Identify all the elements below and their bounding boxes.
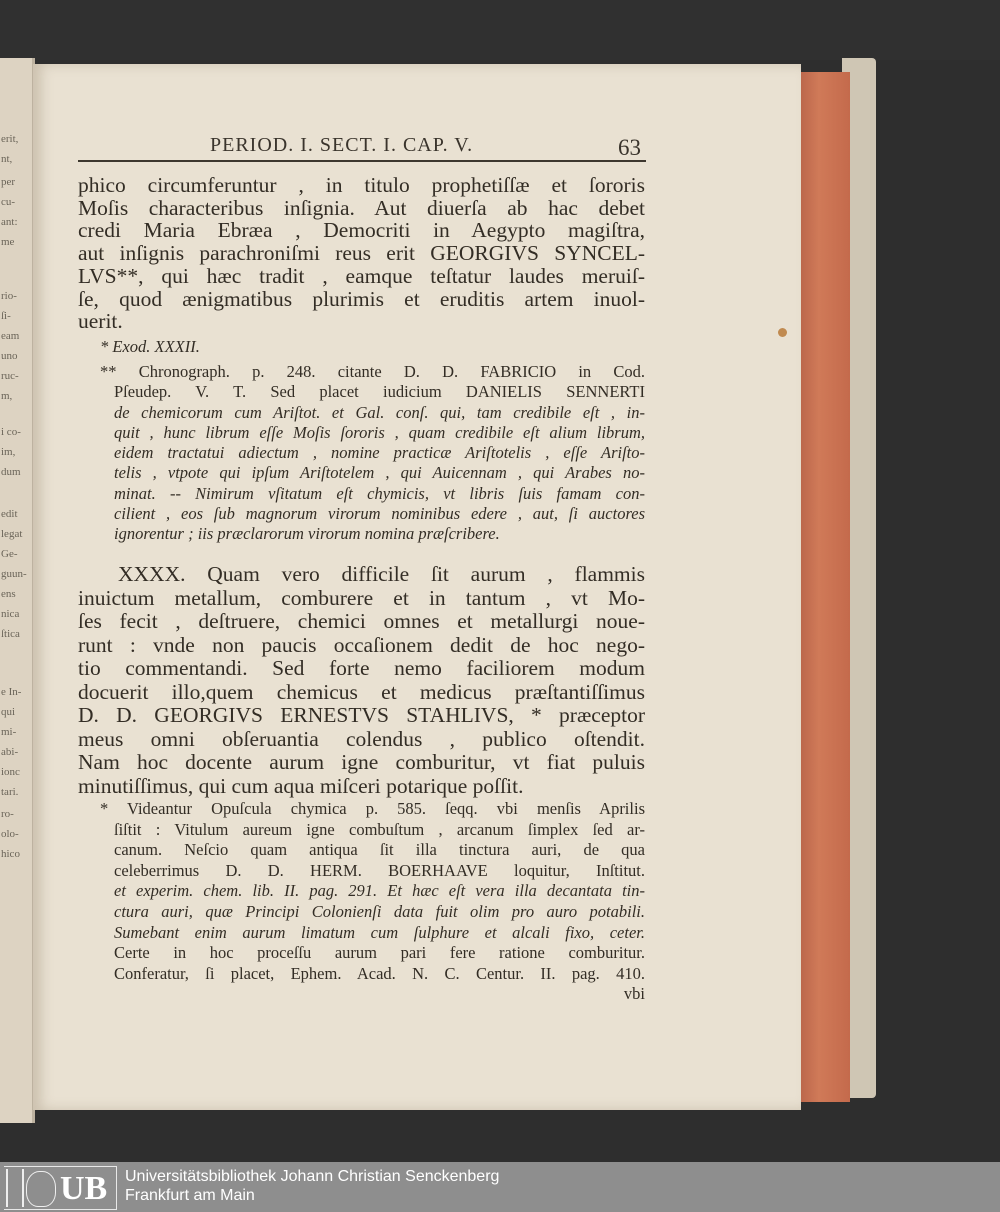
text-line: meus omni obſeruantia colendus , publico oſtendit. <box>78 726 645 751</box>
text-line: inuictum metallum, comburere et in tantum , vt Mo- <box>78 585 645 610</box>
footnote-line: celeberrimus D. D. HERM. BOERHAAVE loquitur, Inſtitut. <box>114 860 645 880</box>
facing-page-text-fragment: ruc- <box>1 370 19 382</box>
text-line: D. D. GEORGIVS ERNESTVS STAHLIVS, * præceptor <box>78 703 645 727</box>
text-line: credi Maria Ebræa , Democriti in Aegypto magiſtra, <box>78 218 645 243</box>
text-line: runt : vnde non paucis occaſionem dedit de hoc nego- <box>78 632 645 657</box>
text-line: phico circumferuntur , in titulo prophetiſſæ et ſororis <box>78 173 645 197</box>
red-page-edges <box>798 72 850 1102</box>
footnote-line: Sumebant enim aurum limatum cum ſulphure et alcali fixo, ceter. <box>114 922 645 942</box>
footnote-line: de chemicorum cum Ariſtot. et Gal. conſ. qui, tam credibile eſt , in- <box>114 402 645 422</box>
facing-page-text-fragment: rio- <box>1 290 17 302</box>
facing-page-text-fragment: ant: <box>1 216 18 228</box>
text-line: uerit. <box>78 309 123 334</box>
footnote-line: Conferatur, ſi placet, Ephem. Acad. N. C. Centur. II. pag. 410. <box>114 963 645 983</box>
facing-page-text-fragment: cu- <box>1 196 16 208</box>
footnote-line: * Videantur Opuſcula chymica p. 585. ſeqq. vbi menſis Aprilis <box>100 799 645 818</box>
text-line: minutiſſimus, qui cum aqua miſceri potarique poſſit. <box>78 773 524 798</box>
facing-page-text-fragment: uno <box>1 350 18 362</box>
facing-page-text-fragment: nt, <box>1 153 13 165</box>
text-line: docuerit illo,quem chemicus et medicus præſtantiſſimus <box>78 679 645 704</box>
facing-page-text-fragment: ſtica <box>1 628 20 640</box>
facing-page-text-fragment: per <box>1 176 16 188</box>
text-line: tio commentandi. Sed forte nemo faciliorem modum <box>78 656 645 680</box>
facing-page-text-fragment: mi- <box>1 726 17 738</box>
facing-page-text-fragment: qui <box>1 706 16 718</box>
facing-page-text-fragment: nica <box>1 608 20 620</box>
logo-text: UB <box>60 1170 108 1207</box>
text-line: Moſis characteribus inſignia. Aut diuerſa ab hac debet <box>78 195 645 220</box>
facing-page-text-fragment: guun- <box>1 568 27 580</box>
facing-page-text-fragment: olo- <box>1 828 19 840</box>
text-line: LVS**, qui hæc tradit , eamque teſtatur laudes meruiſ- <box>78 263 645 288</box>
body-paragraph-1 <box>78 174 645 333</box>
library-footer-bar <box>0 1162 1000 1212</box>
footnote-line: minat. -- Nimirum vſitatum eſt chymicis, vt libris ſuis famam con- <box>114 483 645 503</box>
footnote-line: ** Chronograph. p. 248. citante D. D. FABRICIO in Cod. <box>100 362 645 381</box>
facing-page-text-fragment: ens <box>1 588 16 600</box>
footnote-line: canum. Neſcio quam antiqua ſit illa tinctura auri, de qua <box>114 840 645 860</box>
body-paragraph-xxxx <box>78 563 645 798</box>
facing-page-text-fragment: m, <box>1 390 13 402</box>
footnote-1 <box>78 337 645 357</box>
footnote-line: telis , vtpote qui ipſum Ariſtotelem , qui Auicennam , qui Arabes no- <box>114 463 645 483</box>
text-line: aut inſignis parachroniſmi reus erit GEORGIVS SYNCEL- <box>78 241 645 266</box>
facing-page-text-fragment: me <box>1 236 15 248</box>
facing-page-text-fragment: tari. <box>1 786 19 798</box>
paper-stain <box>778 328 787 337</box>
footnote-line: Certe in hoc proceſſu aurum pari fere ratione comburitur. <box>114 943 645 963</box>
footnote-line: cilient , eos ſub magnorum virorum nominibus edere , aut, ſi auctores <box>114 504 645 524</box>
footnote-line: quit , hunc librum eſſe Moſis ſororis , quam credibile eſt alium librum, <box>114 422 645 442</box>
facing-page-text-fragment: ro- <box>1 808 14 820</box>
facing-page-text-fragment: erit, <box>1 133 19 145</box>
facing-page-text-fragment: edit <box>1 508 18 520</box>
ub-logo <box>4 1166 117 1210</box>
footnote-line: eidem tractatui adiectum , nomine practicæ Ariſtotelis , eſſe Ariſto- <box>114 443 645 463</box>
text-line: ſe, quod ænigmatibus plurimis et eruditis artem inuol- <box>78 286 645 311</box>
facing-page-text-fragment: abi- <box>1 746 19 758</box>
background <box>0 0 1000 60</box>
facing-page-text-fragment: i co- <box>1 426 21 438</box>
library-city: Frankfurt am Main <box>125 1187 255 1204</box>
footnote-line: ſiſtit : Vitulum aureum igne combuſtum , arcanum ſimplex ſed ar- <box>114 819 645 839</box>
facing-page-text-fragment: legat <box>1 528 23 540</box>
logo-portrait-icon <box>26 1171 56 1207</box>
footnote-2 <box>78 362 645 545</box>
facing-page-text-fragment: eam <box>1 330 20 342</box>
library-name: Universitätsbibliothek Johann Christian Senckenberg <box>125 1168 500 1185</box>
text-line: ſes fecit , deſtruere, chemici omnes et metallurgi noue- <box>78 609 645 633</box>
facing-page-text-fragment: Ge- <box>1 548 18 560</box>
facing-page-text-fragment: hico <box>1 848 20 860</box>
text-line: XXXX. Quam vero difficile ſit aurum , flammis <box>118 562 645 586</box>
footnote-3 <box>78 799 645 1005</box>
facing-page-text-fragment: im, <box>1 446 16 458</box>
text-line: Nam hoc docente aurum igne comburitur, vt fiat puluis <box>78 750 645 774</box>
running-head: PERIOD. I. SECT. I. CAP. V. <box>210 134 474 156</box>
footnote-line: ctura auri, quæ Principi Colonienſi data fuit olim pro auro potabili. <box>114 901 645 921</box>
facing-page-text-fragment: ſi- <box>1 310 11 322</box>
footnote-line: et experim. chem. lib. II. pag. 291. Et hæc eſt vera illa decantata tin- <box>114 881 645 901</box>
footnote-line: ignorentur ; iis præclarorum virorum nomina præſcribere. <box>114 524 500 544</box>
facing-page-text-fragment: ionc <box>1 766 20 778</box>
facing-page-text-fragment: e In- <box>1 686 22 698</box>
catchword: vbi <box>623 984 645 1004</box>
logo-columns-icon <box>6 1169 24 1207</box>
header-rule <box>78 160 646 162</box>
facing-page-text-fragment: dum <box>1 466 21 478</box>
page-number: 63 <box>618 135 641 160</box>
footnote-line: Pſeudep. V. T. Sed placet iudicium DANIELIS SENNERTI <box>114 382 645 402</box>
footnote-line: * Exod. XXXII. <box>100 337 200 356</box>
facing-page-edge <box>0 58 35 1123</box>
